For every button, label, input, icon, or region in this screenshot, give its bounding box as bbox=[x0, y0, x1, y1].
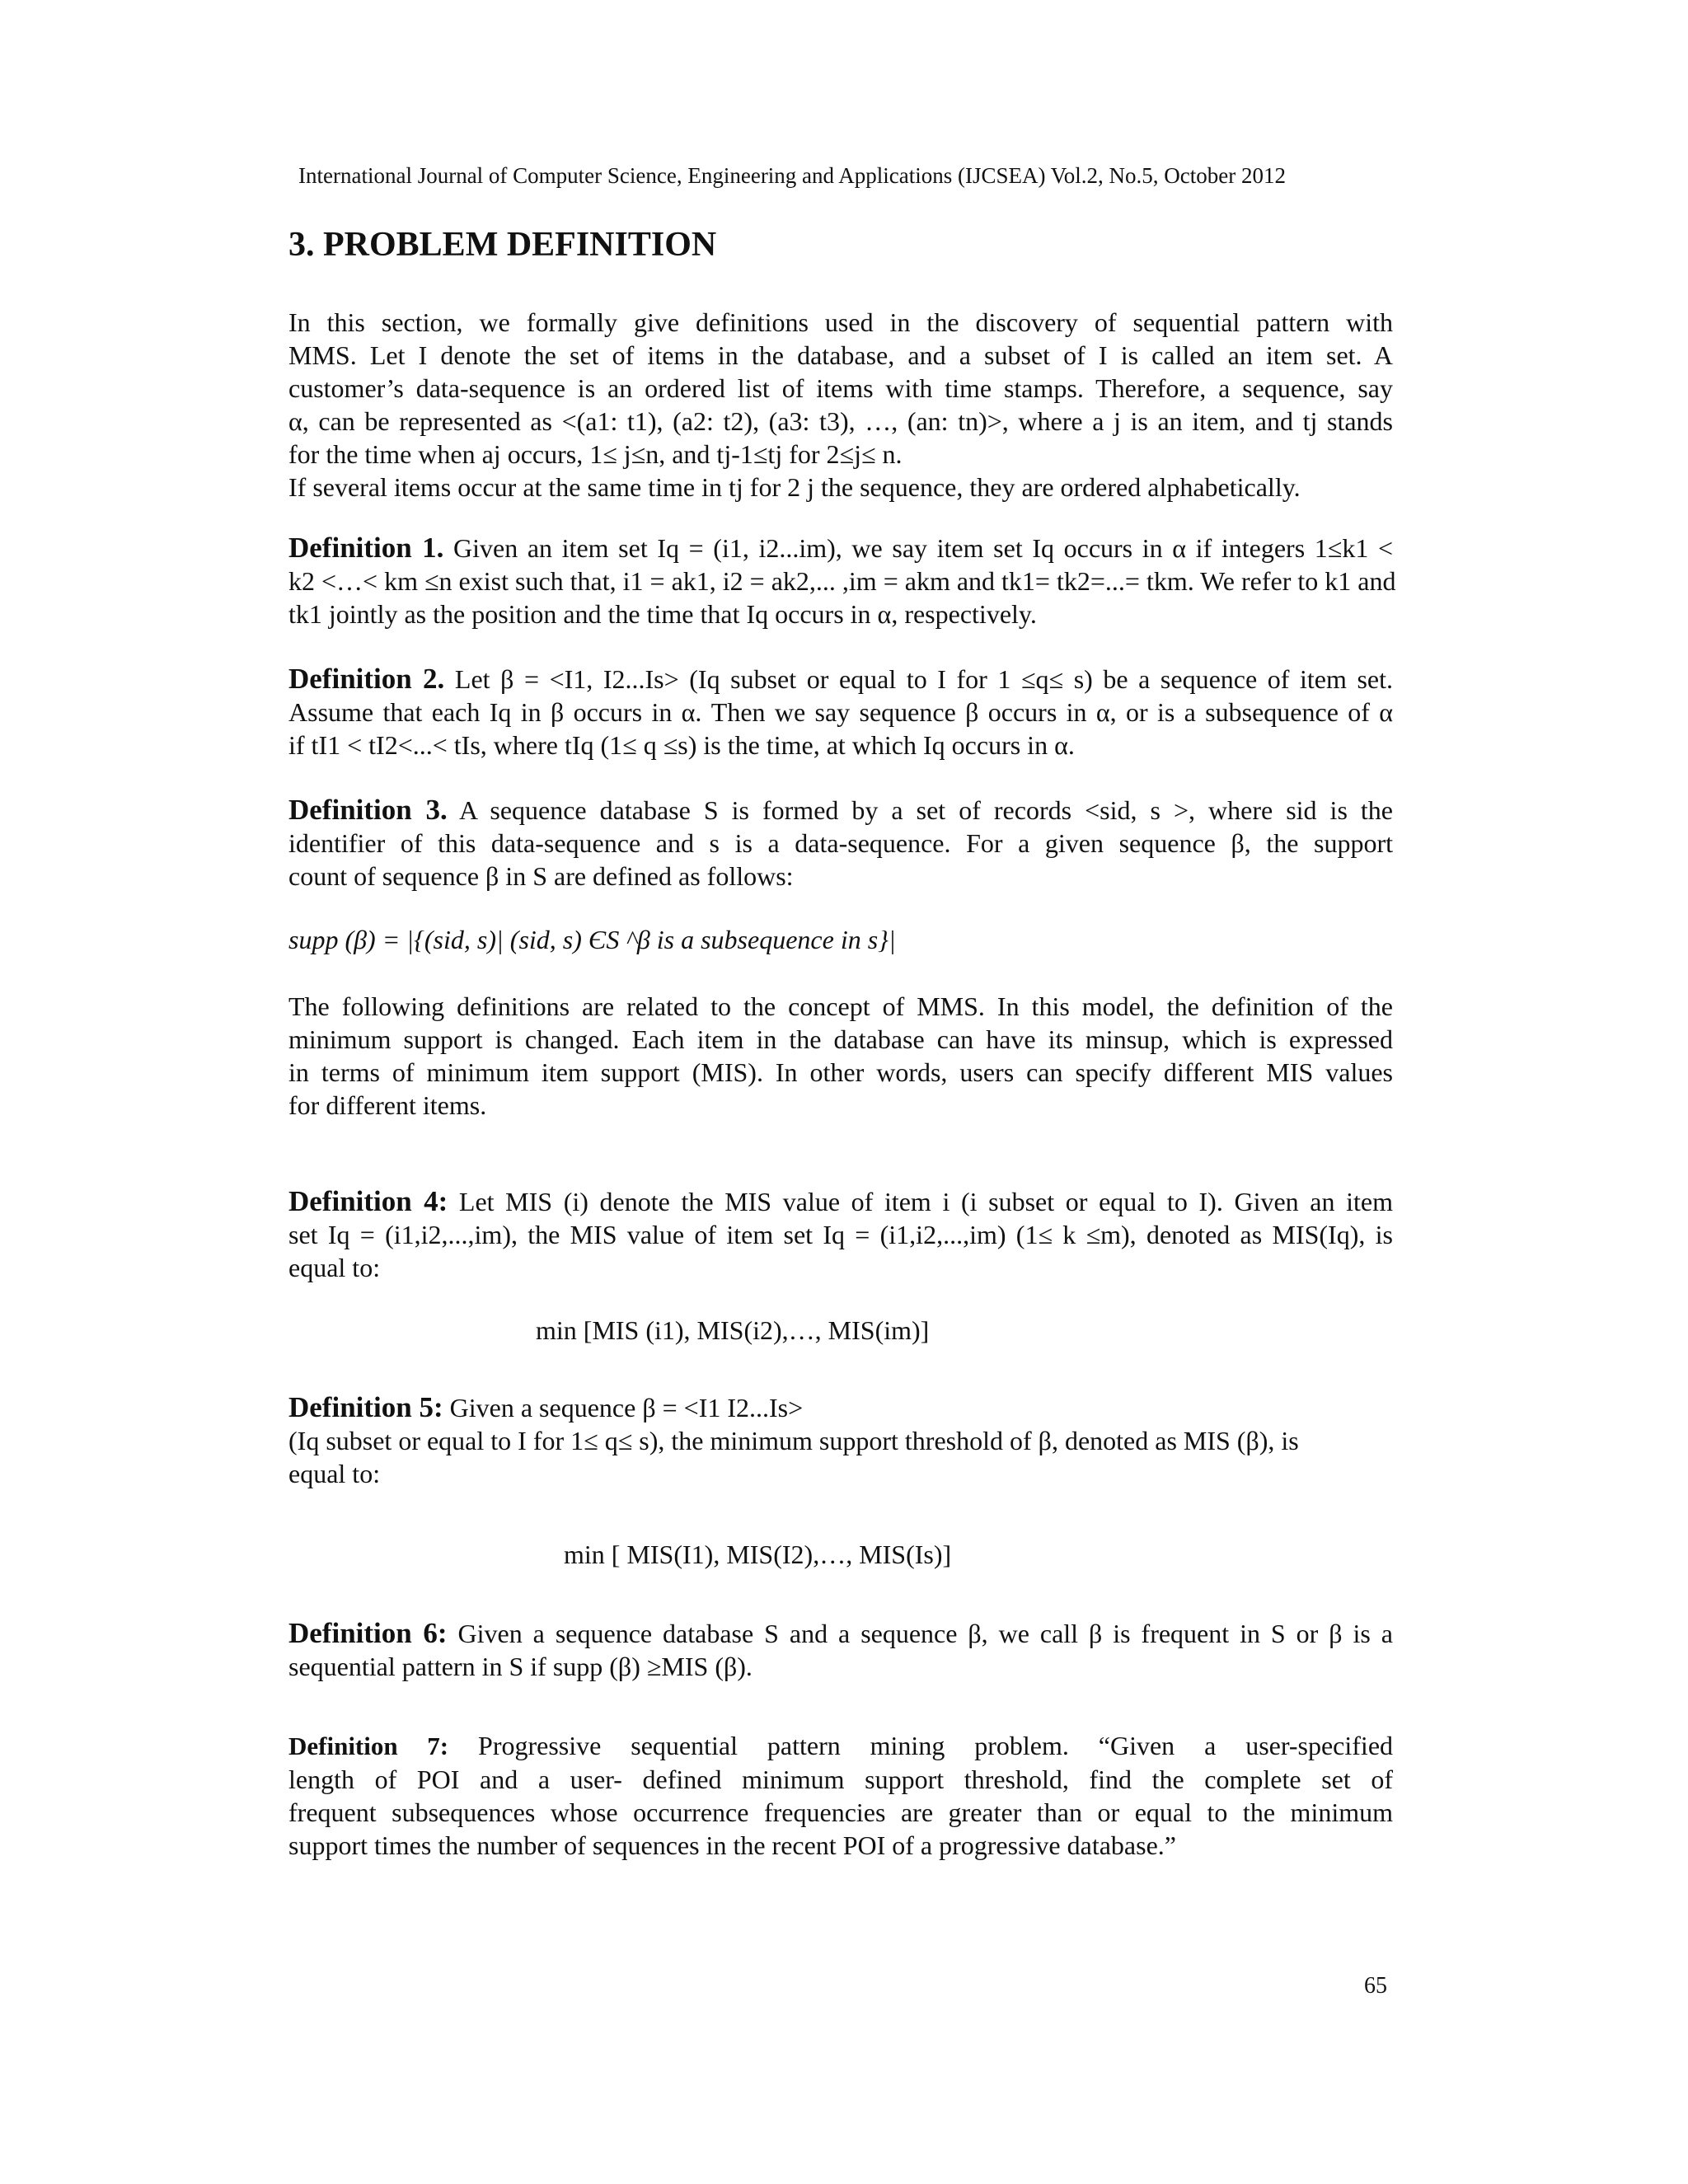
definition-line bbox=[288, 1391, 1393, 1424]
definition-line bbox=[288, 1617, 1393, 1650]
definition-label: Definition 6: bbox=[288, 1617, 448, 1649]
definition-text: Given a sequence database S and a sequence β, we call β is frequent in S or β is a bbox=[457, 1619, 1393, 1648]
definition-line: Assume that each Iq in β occurs in α. Then we say sequence β occurs in α, or is a subsequence of α bbox=[288, 697, 1393, 727]
definition-text: Given a sequence β = <I1 I2...Is> bbox=[449, 1393, 804, 1422]
definition-3 bbox=[288, 794, 1393, 893]
definition-6 bbox=[288, 1617, 1393, 1683]
definition-line: k2 <…< km ≤n exist such that, i1 = ak1, i2 = ak2,... ,im = akm and tk1= tk2=...= tkm. We refer to k1 and bbox=[288, 566, 1396, 596]
definition-text: Progressive sequential pattern mining problem. “Given a user-specified bbox=[478, 1731, 1394, 1760]
mms-line: in terms of minimum item support (MIS). In other words, users can specify different MIS values bbox=[288, 1057, 1393, 1087]
definition-label: Definition 4: bbox=[288, 1185, 448, 1217]
intro-line: In this section, we formally give definitions used in the discovery of sequential pattern with bbox=[288, 307, 1393, 337]
mms-line: minimum support is changed. Each item in the database can have its minsup, which is expressed bbox=[288, 1024, 1393, 1054]
definition-label: Definition 7: bbox=[288, 1732, 449, 1760]
intro-line: for the time when aj occurs, 1≤ j≤n, and tj-1≤tj for 2≤j≤ n. bbox=[288, 439, 903, 469]
mis-sequence-formula: min [ MIS(I1), MIS(I2),…, MIS(Is)] bbox=[564, 1540, 952, 1569]
intro-line: customer’s data-sequence is an ordered list of items with time stamps. Therefore, a sequence, say bbox=[288, 373, 1393, 403]
definition-line: length of POI and a user- defined minimum support threshold, find the complete set of bbox=[288, 1765, 1393, 1794]
definition-text: Let MIS (i) denote the MIS value of item i (i subset or equal to I). Given an item bbox=[458, 1187, 1394, 1216]
definition-5 bbox=[288, 1391, 1393, 1490]
definition-label: Definition 5: bbox=[288, 1391, 443, 1423]
mms-line: The following definitions are related to the concept of MMS. In this model, the definition of the bbox=[288, 991, 1393, 1021]
definition-2 bbox=[288, 663, 1393, 762]
definition-line: tk1 jointly as the position and the time that Iq occurs in α, respectively. bbox=[288, 599, 1037, 629]
definition-line: if tI1 < tI2<...< tIs, where tIq (1≤ q ≤s) is the time, at which Iq occurs in α. bbox=[288, 730, 1075, 760]
mms-line: for different items. bbox=[288, 1090, 487, 1120]
running-header: International Journal of Computer Science, Engineering and Applications (IJCSEA) Vol.2, No.5, October 2012 bbox=[298, 163, 1287, 188]
definition-line: sequential pattern in S if supp (β) ≥MIS (β). bbox=[288, 1652, 753, 1681]
mis-itemset-formula: min [MIS (i1), MIS(i2),…, MIS(im)] bbox=[536, 1315, 930, 1345]
definition-line: equal to: bbox=[288, 1459, 381, 1488]
section-title: 3. PROBLEM DEFINITION bbox=[288, 226, 717, 264]
definition-line bbox=[288, 794, 1393, 827]
definition-text: Given an item set Iq = (i1, i2...im), we say item set Iq occurs in α if integers 1≤k1 < bbox=[453, 533, 1394, 563]
intro-line: MMS. Let I denote the set of items in the database, and a subset of I is called an item set. A bbox=[288, 340, 1393, 370]
definition-label: Definition 2. bbox=[288, 663, 445, 695]
definition-line: (Iq subset or equal to I for 1≤ q≤ s), the minimum support threshold of β, denoted as MIS (β), is bbox=[288, 1426, 1299, 1455]
definition-line bbox=[288, 1185, 1393, 1218]
intro-line: α, can be represented as <(a1: t1), (a2: t2), (a3: t3), …, (an: tn)>, where a j is an item, and tj stands bbox=[288, 406, 1393, 436]
definition-label: Definition 3. bbox=[288, 794, 448, 826]
definition-line: support times the number of sequences in the recent POI of a progressive database.” bbox=[288, 1830, 1176, 1860]
intro-line: If several items occur at the same time in tj for 2 j the sequence, they are ordered alphabetically. bbox=[288, 472, 1301, 502]
mms-paragraph bbox=[288, 990, 1393, 1122]
definition-text: Let β = <I1, I2...Is> (Iq subset or equal to I for 1 ≤q≤ s) be a sequence of item set. bbox=[454, 664, 1394, 694]
definition-label: Definition 1. bbox=[288, 532, 444, 564]
page-number: 65 bbox=[1364, 1973, 1387, 1999]
definition-line: identifier of this data-sequence and s is a data-sequence. For a given sequence β, the support bbox=[288, 828, 1393, 858]
support-formula: supp (β) = |{(sid, s)| (sid, s) ЄS ^β is a subsequence in s}| bbox=[288, 925, 896, 954]
definition-text: A sequence database S is formed by a set of records <sid, s >, where sid is the bbox=[459, 795, 1393, 825]
definition-7 bbox=[288, 1729, 1393, 1862]
definition-4 bbox=[288, 1185, 1393, 1284]
definition-line: equal to: bbox=[288, 1253, 381, 1282]
definition-line bbox=[288, 663, 1393, 696]
definition-line bbox=[288, 1729, 1393, 1763]
definition-line bbox=[288, 532, 1393, 565]
definition-1 bbox=[288, 532, 1396, 630]
intro-paragraph bbox=[288, 306, 1393, 504]
definition-line: count of sequence β in S are defined as follows: bbox=[288, 861, 794, 891]
definition-line: set Iq = (i1,i2,...,im), the MIS value of item set Iq = (i1,i2,...,im) (1≤ k ≤m), denoted as MIS(Iq), is bbox=[288, 1220, 1393, 1249]
definition-line: frequent subsequences whose occurrence frequencies are greater than or equal to the minimum bbox=[288, 1797, 1393, 1827]
